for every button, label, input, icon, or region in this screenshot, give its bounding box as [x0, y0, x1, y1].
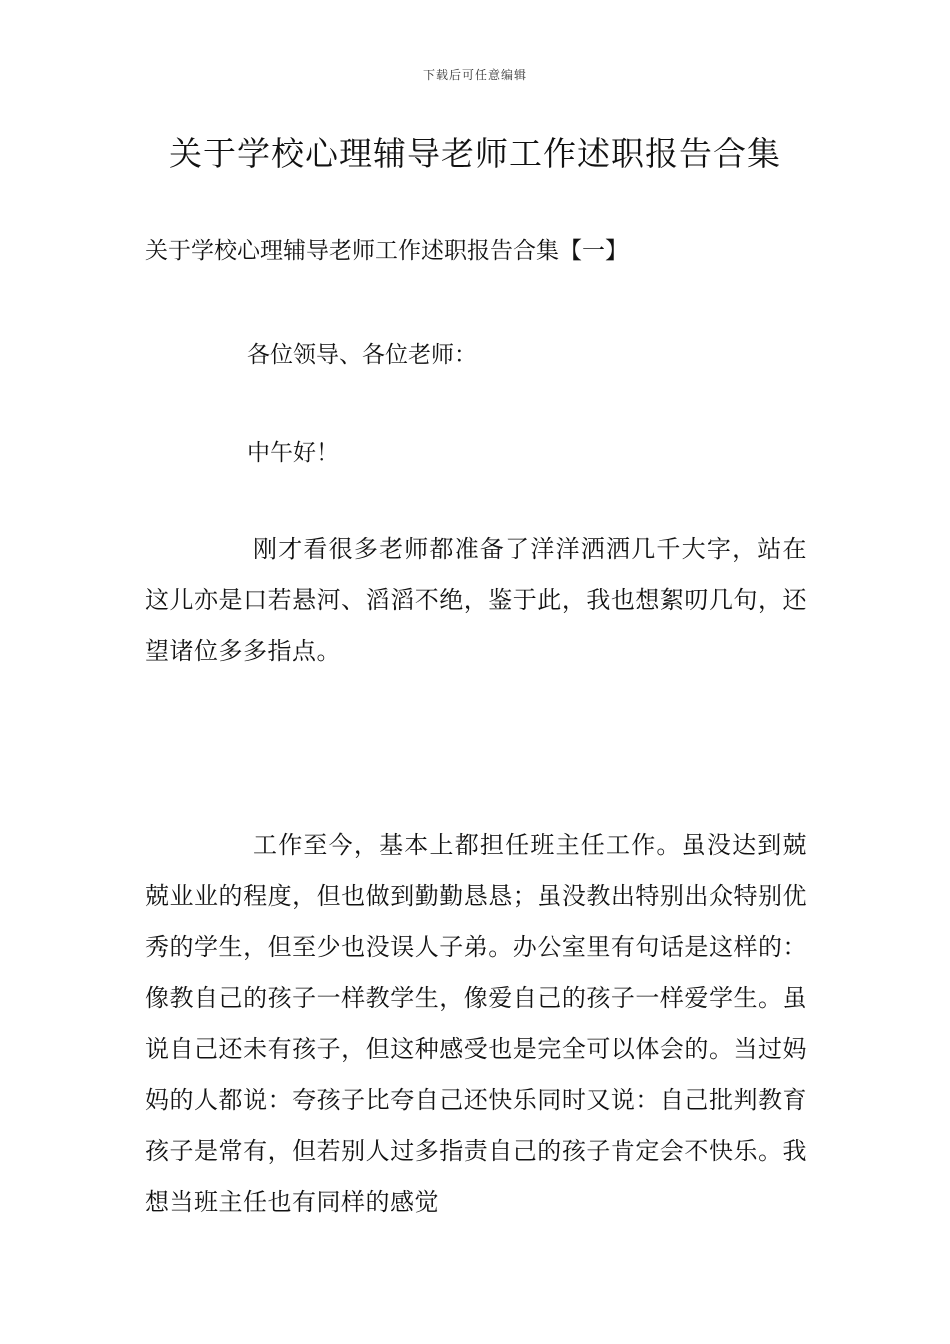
paragraph-2: 工作至今，基本上都担任班主任工作。虽没达到兢兢业业的程度，但也做到勤勤恳恳；虽没教出特别出众特别优秀的学生，但至少也没误人子弟。办公室里有句话是这样的：像教自己的孩子一样教学生，像爱自己的孩子一样爱学生。虽说自己还未有孩子，但这种感受也是完全可以体会的。当过妈妈的人都说：夸孩子比夸自己还快乐同时又说：自己批判教育孩子是常有，但若别人过多指责自己的孩子肯定会不快乐。我想当班主任也有同样的感觉 — [145, 831, 807, 1216]
document-title: 关于学校心理辅导老师工作述职报告合集 — [169, 134, 781, 173]
section-heading: 关于学校心理辅导老师工作述职报告合集【一】 — [145, 238, 628, 264]
greeting: 中午好！ — [247, 440, 339, 466]
salutation: 各位领导、各位老师： — [247, 342, 477, 368]
paragraph-1: 刚才看很多老师都准备了洋洋洒洒几千大字，站在这儿亦是口若悬河、滔滔不绝，鉴于此，我也想絮叨几句，还望诸位多多指点。 — [145, 535, 807, 665]
header-note: 下载后可任意编辑 — [422, 68, 527, 82]
